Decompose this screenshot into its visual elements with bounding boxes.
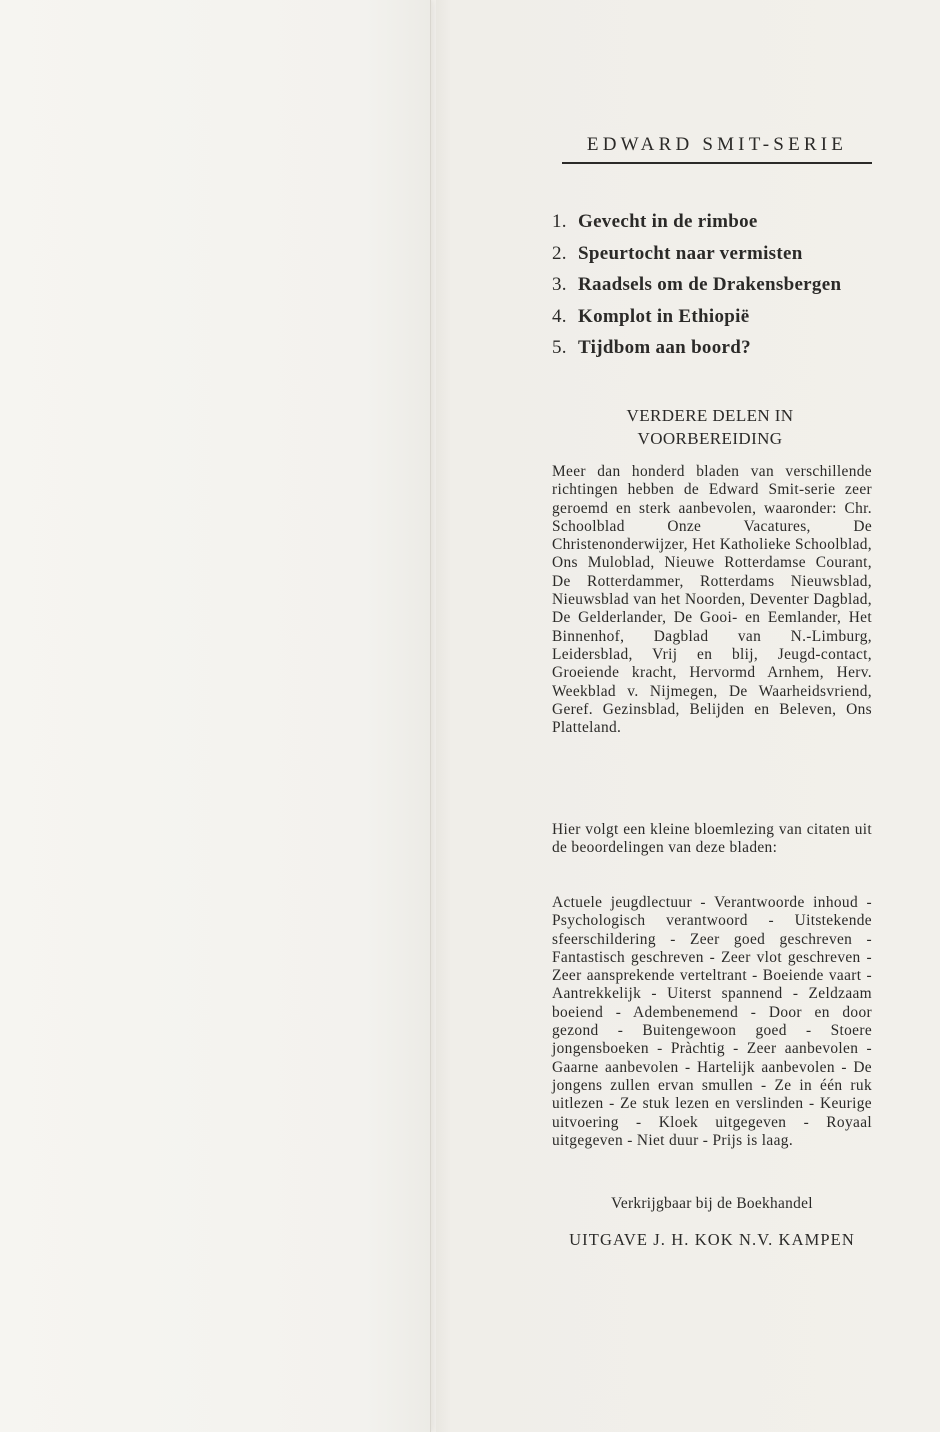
blank-front-flap (0, 0, 431, 1432)
newspapers-paragraph: Meer dan honderd bladen van verschillende richtingen hebben de Edward Smit-serie zeer geroemd en sterk aanbevolen, waaronder: Chr. Schoolblad Onze Vacatures, De Christenonderwijzer, Het Katholieke Schoolblad, Ons Muloblad, Nieuwe Rotterdamse Courant, De Rotterdammer, Rotterdams Nieuwsblad, Nieuwsblad van het Noorden, Deventer Dagblad, De Gelderlander, De Gooi- en Eemlander, Het Binnenhof, Dagblad van N.-Limburg, Leidersblad, Vrij en blij, Jeugd-contact, Groeiende kracht, Hervormd Arnhem, Herv. Weekblad v. Nijmegen, De Waarheidsvriend, Geref. Gezinsblad, Belijden en Beleven, Ons Platteland. (552, 463, 872, 737)
book-title: Komplot in Ethiopië (578, 305, 750, 327)
book-number: 4. (552, 305, 567, 327)
list-item (552, 306, 882, 338)
more-volumes-line: VERDERE DELEN IN (626, 406, 794, 425)
book-list (552, 211, 882, 369)
more-volumes-heading (560, 404, 860, 450)
list-item (552, 274, 882, 306)
book-title: Speurtocht naar vermisten (578, 242, 803, 264)
book-number: 5. (552, 337, 567, 358)
book-number: 2. (552, 242, 567, 264)
book-number: 1. (552, 211, 567, 232)
more-volumes-line: VOORBEREIDING (637, 429, 783, 448)
book-number: 3. (552, 274, 567, 295)
list-item (552, 243, 882, 275)
availability-note: Verkrijgbaar bij de Boekhandel (611, 1195, 813, 1212)
book-title: Raadsels om de Drakensbergen (578, 274, 842, 295)
anthology-intro-paragraph: Hier volgt een kleine bloemlezing van citaten uit de beoordelingen van deze bladen: (552, 821, 872, 857)
publisher-line: UITGAVE J. H. KOK N.V. KAMPEN (569, 1230, 855, 1249)
review-quotes-paragraph: Actuele jeugdlectuur - Verantwoorde inhoud - Psychologisch verantwoord - Uitstekende sfeerschildering - Zeer goed geschreven - Fantastisch geschreven - Zeer vlot geschreven - Zeer aansprekende verteltrant - Boeiende vaart - Aantrekkelijk - Uiterst spannend - Zeldzaam boeiend - Adembenemend - Door en door gezond - Buitengewoon goed - Stoere jongensboeken - Pràchtig - Zeer aanbevolen - Gaarne aanbevolen - Hartelijk aanbevolen - De jongens zullen ervan smullen - Ze in één ruk uitlezen - Ze stuk lezen en verslinden - Keurige uitvoering - Kloek uitgegeven - Royaal uitgegeven - Niet duur - Prijs is laag. (552, 894, 872, 1149)
list-item (552, 211, 882, 243)
book-title: Gevecht in de rimboe (578, 211, 758, 232)
series-title: EDWARD SMIT-SERIE (562, 134, 872, 164)
list-item (552, 337, 882, 369)
book-title: Tijdbom aan boord? (578, 337, 751, 358)
